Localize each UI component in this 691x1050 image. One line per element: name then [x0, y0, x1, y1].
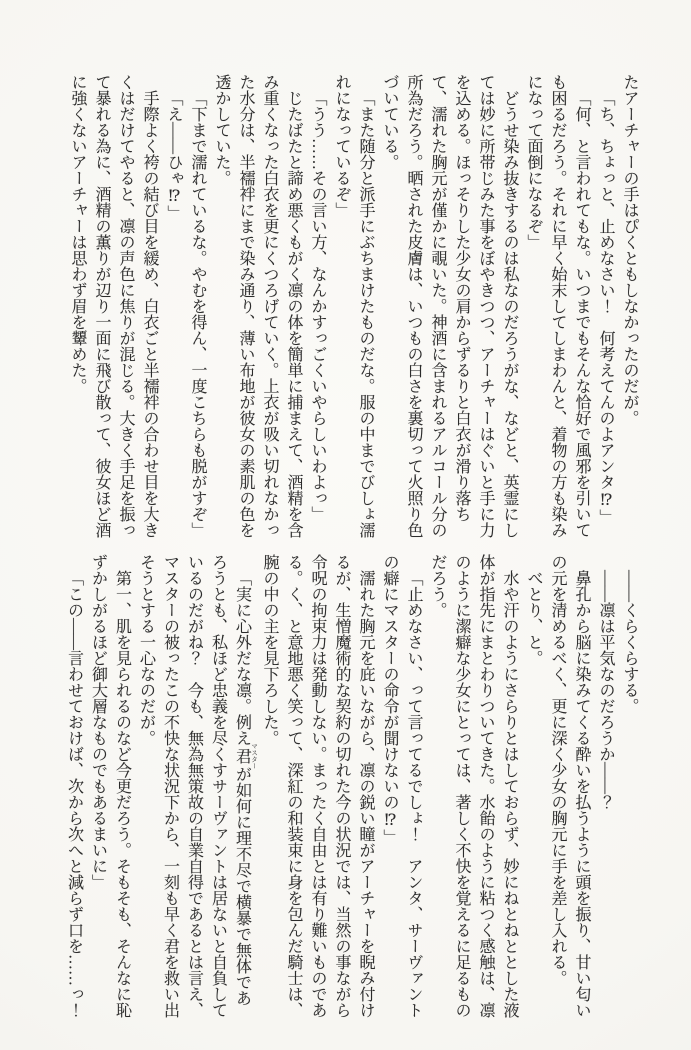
paragraph: 「え——ひゃ⁉」 [165, 90, 182, 221]
paragraph: 鼻孔から脳に染みてくる酔いを払うように頭を振り、甘い匂いの元を清めるべく、更に深く少女の胸元に手を差し入れる。 [549, 554, 590, 1018]
paragraph: どうせ染み抜きするのは私なのだろうがな、などと、英霊にしては妙に所帯じみた事をぼやきつつ、アーチャーはぐいと手に力を込める。ほっそりした少女の肩からずるりと白衣が滑り落ちて、濡れた胸元が僅かに覗いた。神酒に含まれるアルコール分の所為だろう。晒された皮膚は、いつもの白さを裏切って火照り色づいている。 [381, 74, 518, 538]
paragraph: べとり、と。 [525, 570, 542, 666]
paragraph: 手際よく袴の結び目を緩め、白衣ごと半襦袢の合わせ目を大きくはだけてやると、凛の声色に焦りが混じる。大きく手足を振って暴れる為に、酒精の薫りが辺り一面に飛び散って、彼女ほど酒に強くないアーチャーは思わず眉を顰めた。 [69, 74, 158, 538]
paragraph: 「ち、ちょっと、止めなさい！ 何考えてんのよアンタ⁉」 [597, 90, 614, 525]
paragraph: 水や汗のようにさらりとはしておらず、妙にねとねととした液体が指先にまとわりついてきた。水飴のように粘つく感触は、凛のように潔癖な少女にとっては、著しく不快を覚えるに足るものだろう。 [429, 554, 518, 1018]
bottom-text-block [61, 554, 641, 1018]
paragraph: 第一、肌を見られるのなど今更だろう。そもそも、そんなに恥ずかしがるほど御大層なものでもあるまいに」 [89, 554, 131, 1018]
ruby-furigana: 君 マスター [233, 743, 257, 769]
paragraph: じたばたと諦め悪くもがく凛の体を簡単に捕まえて、酒精を含み重くなった白衣を更にくつろげていく。上衣が吸い切れなかった水分は、半襦袢にまで染み通り、薄い布地が彼女の素肌の色を透かしていた。 [213, 74, 302, 538]
paragraph: ——くらくらする。 [621, 570, 638, 714]
paragraph: たアーチャーの手はぴくともしなかったのだが。 [621, 74, 638, 426]
paragraph: 「何、と言われてもな。いつまでもそんな恰好で風邪を引いても困るだろう。それに早く始末してしまわんと、着物の方も染みになって面倒になるぞ」 [525, 74, 590, 538]
paragraph: 「止めなさい、って言ってるでしょ！ アンタ、サーヴァントの癖にマスターの命令が聞けないの⁉」 [381, 554, 422, 1018]
paragraph: 「また随分と派手にぶちまけたものだな。服の中までびしょ濡れになっているぞ」 [333, 74, 374, 538]
paragraph: 「実に心外だな凛。例え君 マスターが如何に理不尽で横暴で無体であろうとも、私ほど忠義を尽くすサーヴァントは居ないと自負しているのだがね？ 今も、無為無策故の自業自得であるとは言え、マスターの被ったこの不快な状況下から、一刻も早く君を救い出そうとする一心なのだが。 [137, 554, 257, 1018]
paragraph: 「うう……その言い方、なんかすっごくいやらしいわよっ」 [309, 90, 326, 522]
paragraph: 「下まで濡れているな。やむを得ん、一度こちらも脱がすぞ」 [189, 90, 206, 538]
paragraph: ——凛は平気なのだろうか——？ [597, 570, 614, 810]
top-text-block [61, 74, 641, 538]
paragraph: 濡れた胸元を庇いながら、凛の鋭い瞳がアーチャーを睨み付けるが、生憎魔術的な契約の切れた今の状況では、当然の事ながら令呪の拘束力は発動しない。まったく自由とは有り難いものである。く、と意地悪く笑って、深紅の和装束に身を包んだ騎士は、腕の中の主を見下ろした。 [261, 554, 374, 1018]
paragraph: 「この——言わせておけば、次から次へと減らず口を……っ！ [65, 570, 83, 1018]
